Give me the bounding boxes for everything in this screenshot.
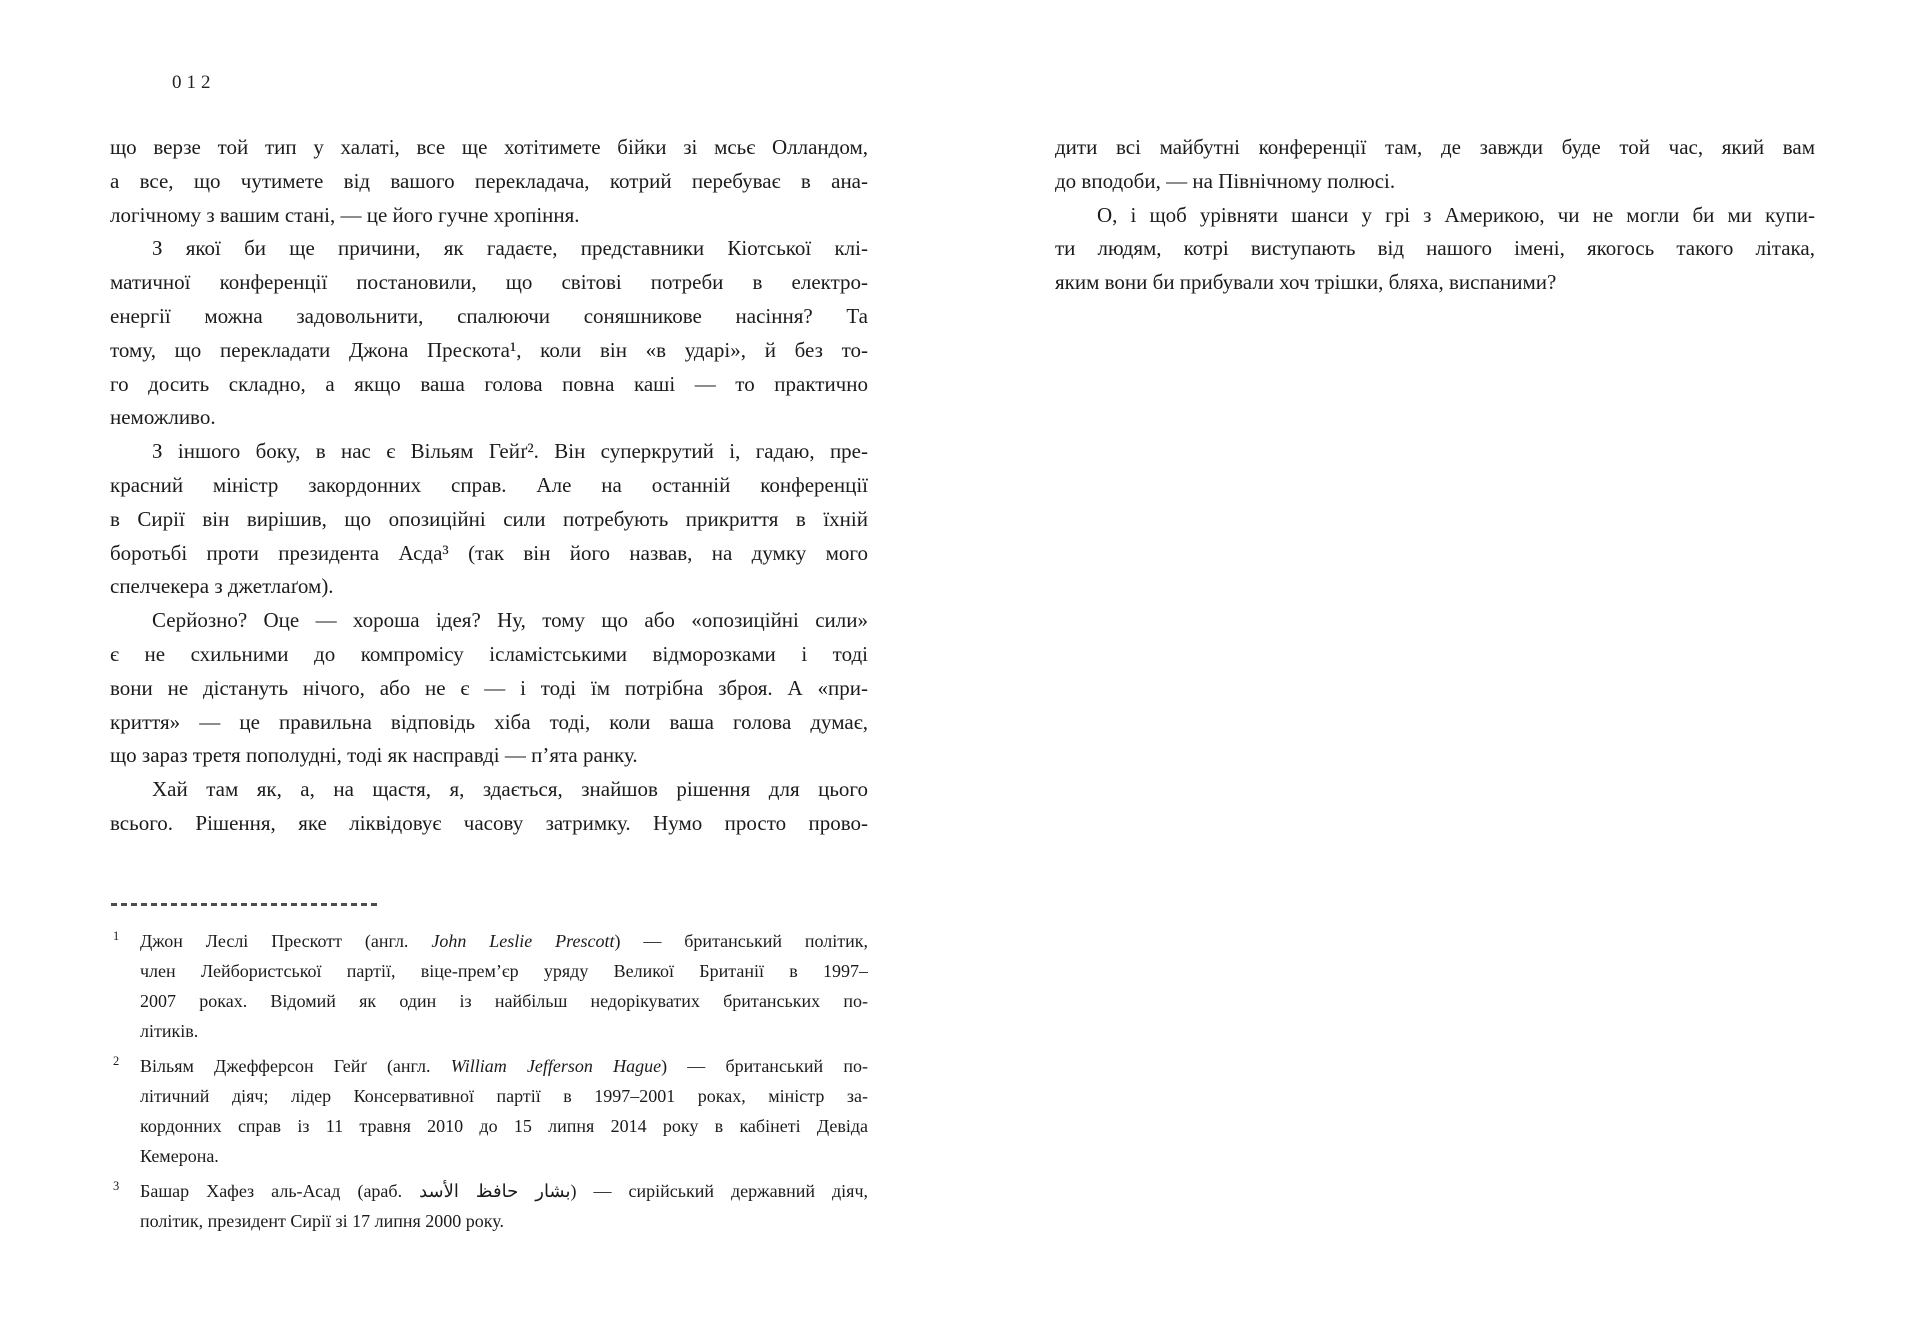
page-number: 012 xyxy=(172,72,216,93)
right-page-body-text xyxy=(1055,131,1815,300)
text-line: до вподоби, — на Північному полюсі. xyxy=(1055,168,1396,193)
text-line: яким вони би прибували хоч трішки, бляха, виспаними? xyxy=(1055,270,1557,295)
text-line: Серйозно? Оце — хороша ідея? Ну, тому що або «опозиційні сили» xyxy=(152,608,868,633)
footnote-text-line: Кемерона. xyxy=(140,1146,219,1166)
text-line: Хай там як, а, на щастя, я, здається, знайшов рішення для цього xyxy=(152,777,868,802)
footnote-text-line: кордонних справ із 11 травня 2010 до 15 липня 2014 року в кабінеті Девіда xyxy=(140,1116,868,1136)
text-line: енергії можна задовольнити, спалюючи соняшникове насіння? Та xyxy=(110,303,868,328)
footnote-text-line: літичний діяч; лідер Консервативної партії в 1997–2001 роках, міністр за- xyxy=(140,1086,868,1106)
text-line: боротьбі проти президента Асда³ (так він його назвав, на думку мого xyxy=(110,540,868,565)
text-line: го досить складно, а якщо ваша голова повна каші — то практично xyxy=(110,371,868,396)
text-line: дити всі майбутні конференції там, де завжди буде той час, який вам xyxy=(1055,135,1815,159)
footnote-text-line: Вільям Джефферсон Гейґ (англ. William Jefferson Hague) — британський по- xyxy=(140,1056,868,1076)
footnote-text-line: Джон Леслі Прескотт (англ. John Leslie Prescott) — британський політик, xyxy=(140,931,868,951)
text-line: а все, що чутимете від вашого перекладача, котрий перебуває в ана- xyxy=(110,168,868,193)
footnote-separator xyxy=(111,903,379,906)
footnote-text-line: 2007 роках. Відомий як один із найбільш недорікуватих британських по- xyxy=(140,991,868,1011)
text-line: є не схильними до компромісу ісламістськими відморозками і тоді xyxy=(110,641,868,666)
text-line: красний міністр закордонних справ. Але на останній конференції xyxy=(110,472,868,497)
footnotes-section xyxy=(110,926,868,1241)
text-line: З якої би ще причини, як гадаєте, представники Кіотської клі- xyxy=(152,236,868,261)
footnote xyxy=(110,926,868,1046)
footnote-marker: 1 xyxy=(113,929,120,943)
text-line: неможливо. xyxy=(110,405,216,430)
footnote-text-line: політик, президент Сирії зі 17 липня 2000 року. xyxy=(140,1211,504,1231)
footnote-text-line: Башар Хафез аль-Асад (араб. بشار حافظ الأسد) — сирійський державний діяч, xyxy=(140,1181,868,1201)
footnote-text-line: літиків. xyxy=(140,1021,199,1041)
text-line: що верзе той тип у халаті, все ще хотітимете бійки зі мсьє Олландом, xyxy=(110,135,868,159)
text-line: вони не дістануть нічого, або не є — і тоді їм потрібна зброя. А «при- xyxy=(110,675,868,700)
left-page-body-text xyxy=(110,131,868,841)
footnote-marker: 2 xyxy=(113,1054,120,1068)
text-line: матичної конференції постановили, що світові потреби в електро- xyxy=(110,270,868,295)
footnote xyxy=(110,1176,868,1236)
text-line: спелчекера з джетлаґом). xyxy=(110,574,334,599)
text-line: тому, що перекладати Джона Прескота¹, коли він «в ударі», й без то- xyxy=(110,337,868,362)
text-line: ти людям, котрі виступають від нашого імені, якогось такого літака, xyxy=(1055,236,1815,261)
footnote xyxy=(110,1051,868,1171)
footnote-text-line: член Лейбористської партії, віце-прем’єр уряду Великої Британії в 1997– xyxy=(140,961,868,981)
text-line: О, і щоб урівняти шанси у грі з Америкою, чи не могли би ми купи- xyxy=(1097,202,1815,227)
text-line: всього. Рішення, яке ліквідовує часову затримку. Нумо просто прово- xyxy=(110,810,868,835)
text-line: в Сирії він вирішив, що опозиційні сили потребують прикриття в їхній xyxy=(110,506,868,531)
footnote-marker: 3 xyxy=(113,1179,120,1193)
text-line: логічному з вашим стані, — це його гучне хропіння. xyxy=(110,202,580,227)
text-line: що зараз третя пополудні, тоді як насправді — п’ята ранку. xyxy=(110,743,638,768)
text-line: криття» — це правильна відповідь хіба тоді, коли ваша голова думає, xyxy=(110,709,868,734)
text-line: З іншого боку, в нас є Вільям Гейґ². Він суперкрутий і, гадаю, пре- xyxy=(152,439,868,464)
